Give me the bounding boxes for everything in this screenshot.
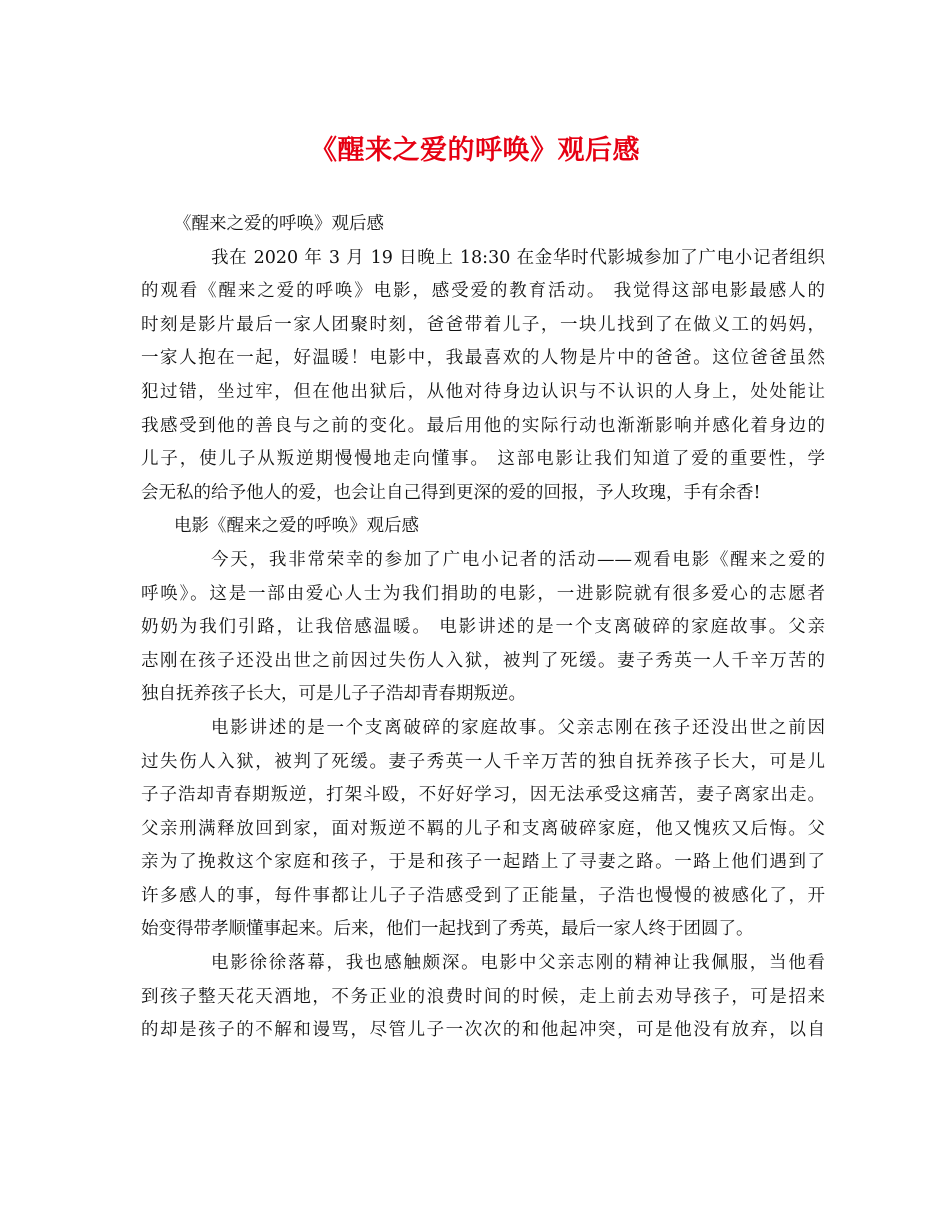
text-line: 电影徐徐落幕，我也感触颇深。电影中父亲志刚的精神让我佩服，当他看 bbox=[211, 953, 825, 974]
text-line: 呼唤》。这是一部由爱心人士为我们捐助的电影，一进影院就有很多爱心的志愿者 bbox=[141, 583, 825, 604]
text-line: 儿子，使儿子从叛逆期慢慢地走向懂事。 这部电影让我们知道了爱的重要性，学 bbox=[141, 449, 825, 470]
text-line: 犯过错，坐过牢，但在他出狱后，从他对待身边认识与不认识的人身上，处处能让 bbox=[141, 381, 825, 402]
text-line: 到孩子整天花天酒地，不务正业的浪费时间的时候，走上前去劝导孩子，可是招来 bbox=[141, 986, 825, 1007]
text-line: 子子浩却青春期叛逆，打架斗殴，不好好学习，因无法承受这痛苦，妻子离家出走。 bbox=[141, 785, 825, 806]
text-line: 亲为了挽救这个家庭和孩子，于是和孩子一起踏上了寻妻之路。一路上他们遇到了 bbox=[141, 852, 825, 873]
text-line: 过失伤人入狱，被判了死缓。妻子秀英一人千辛万苦的独自抚养孩子长大，可是儿 bbox=[141, 751, 825, 772]
text-line: 父亲刑满释放回到家，面对叛逆不羁的儿子和支离破碎家庭，他又愧疚又后悔。父 bbox=[141, 818, 825, 839]
document-body bbox=[141, 208, 825, 1048]
text-line: 今天，我非常荣幸的参加了广电小记者的活动——观看电影《醒来之爱的 bbox=[211, 549, 825, 570]
text-line: 我在 2020 年 3 月 19 日晚上 18:30 在金华时代影城参加了广电小记者组织 bbox=[211, 247, 825, 268]
text-line: 的却是孩子的不解和谩骂，尽管儿子一次次的和他起冲突，可是他没有放弃，以自 bbox=[141, 1020, 825, 1041]
text-line: 独自抚养孩子长大，可是儿子子浩却青春期叛逆。 bbox=[141, 684, 526, 705]
text-line: 许多感人的事，每件事都让儿子子浩感受到了正能量，子浩也慢慢的被感化了，开 bbox=[141, 885, 825, 906]
text-line: 的观看《醒来之爱的呼唤》电影，感受爱的教育活动。 我觉得这部电影最感人的 bbox=[141, 281, 825, 302]
text-line: 会无私的给予他人的爱，也会让自己得到更深的爱的回报，予人玫瑰，手有余香! bbox=[141, 482, 761, 503]
document-title: 《醒来之爱的呼唤》观后感 bbox=[310, 135, 640, 166]
text-line: 《醒来之爱的呼唤》观后感 bbox=[174, 214, 384, 234]
text-line: 始变得带孝顺懂事起来。后来，他们一起找到了秀英，最后一家人终于团圆了。 bbox=[141, 919, 754, 940]
text-line: 志刚在孩子还没出世之前因过失伤人入狱，被判了死缓。妻子秀英一人千辛万苦的 bbox=[141, 650, 825, 671]
text-line: 我感受到他的善良与之前的变化。最后用他的实际行动也渐渐影响并感化着身边的 bbox=[141, 415, 825, 436]
text-line: 奶奶为我们引路，让我倍感温暖。 电影讲述的是一个支离破碎的家庭故事。父亲 bbox=[141, 617, 825, 638]
text-line: 电影讲述的是一个支离破碎的家庭故事。父亲志刚在孩子还没出世之前因 bbox=[211, 717, 825, 738]
text-line: 电影《醒来之爱的呼唤》观后感 bbox=[174, 516, 419, 537]
text-line: 时刻是影片最后一家人团聚时刻，爸爸带着儿子，一块儿找到了在做义工的妈妈， bbox=[141, 314, 825, 335]
text-line: 一家人抱在一起，好温暖！电影中，我最喜欢的人物是片中的爸爸。这位爸爸虽然 bbox=[141, 348, 825, 369]
